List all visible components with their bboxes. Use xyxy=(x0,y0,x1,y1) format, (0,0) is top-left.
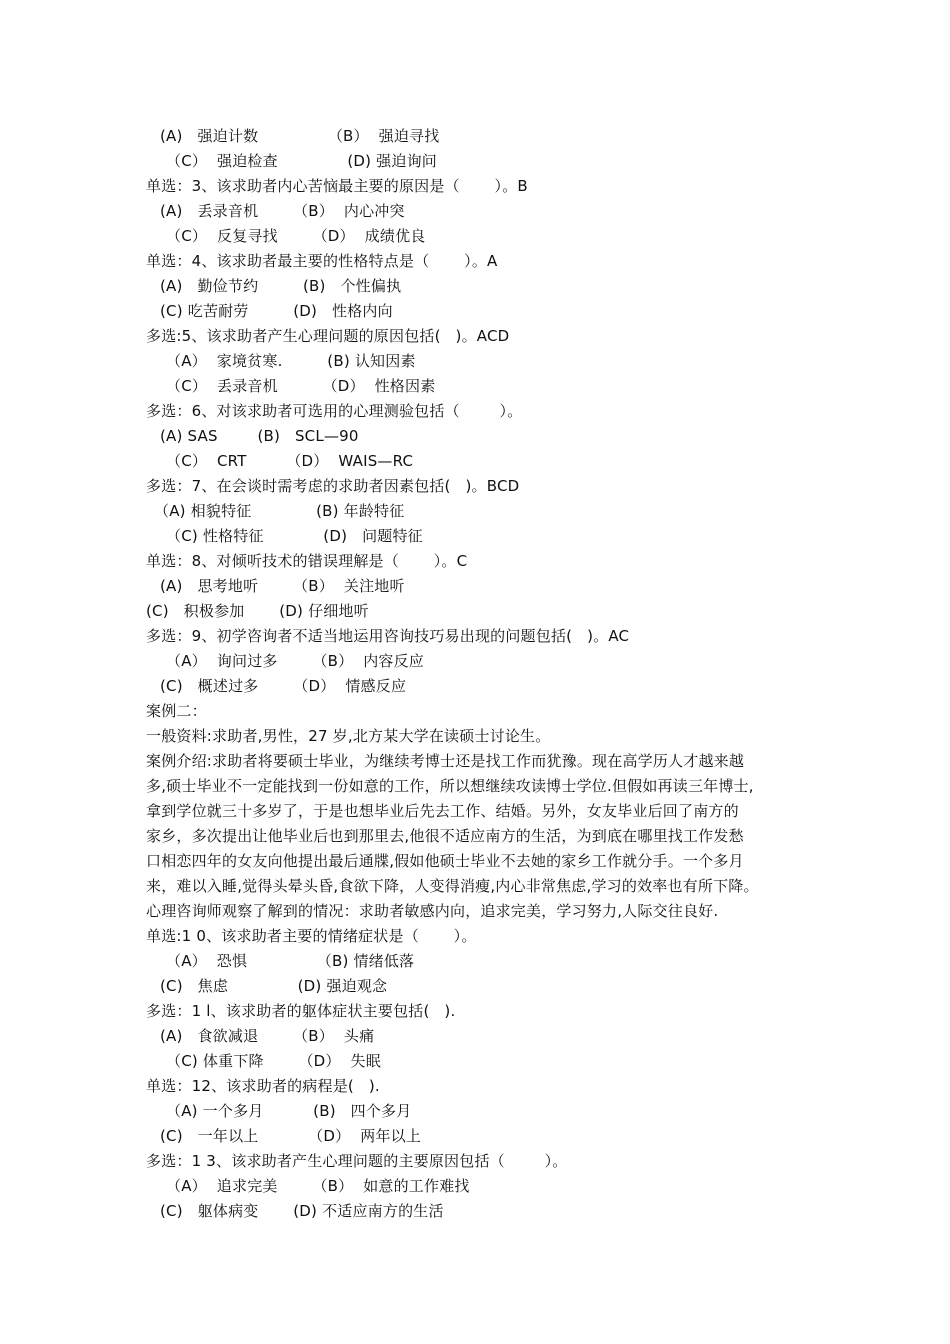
question-line: 多选:5、该求助者产生心理问题的原因包括( )。ACD xyxy=(146,327,510,345)
option-line: （A） 询问过多 （B） 内容反应 xyxy=(166,652,425,670)
option-line: (A) 丢录音机 （B） 内心冲突 xyxy=(160,202,405,220)
option-line: (A) SAS (B) SCL—90 xyxy=(160,427,359,445)
option-line: （A） 追求完美 （B） 如意的工作难找 xyxy=(166,1177,470,1195)
option-line: （C） 强迫检查 (D) 强迫询问 xyxy=(166,152,437,170)
question-line: 多选：9、初学咨询者不适当地运用咨询技巧易出现的问题包括( )。AC xyxy=(146,627,630,645)
option-line: （A） 家境贫寒. (B) 认知因素 xyxy=(166,352,416,370)
question-line: 多选：6、对该求助者可选用的心理测验包括（ ）。 xyxy=(146,402,523,420)
question-line: 多选：7、在会谈时需考虑的求助者因素包括( )。BCD xyxy=(146,477,520,495)
question-line: 单选：3、该求助者内心苦恼最主要的原因是（ ）。B xyxy=(146,177,528,195)
option-line: (A) 食欲减退 （B） 头痛 xyxy=(160,1027,375,1045)
option-line: (C) 焦虑 (D) 强迫观念 xyxy=(160,977,388,995)
case-text-line: 拿到学位就三十多岁了，于是也想毕业后先去工作、结婚。另外，女友毕业后回了南方的 xyxy=(146,802,739,820)
option-line: （A) 一个多月 (B) 四个多月 xyxy=(166,1102,412,1120)
option-line: （C） CRT （D） WAIS—RC xyxy=(166,452,414,470)
option-line: （C） 丢录音机 （D） 性格因素 xyxy=(166,377,436,395)
case-observation-line: 心理咨询师观察了解到的情况：求助者敏感内向，追求完美，学习努力,人际交往良好. xyxy=(146,902,719,920)
case-text-line: 案例介绍:求助者将要硕士毕业，为继续考博士还是找工作而犹豫。现在高学历人才越来越 xyxy=(146,752,745,770)
case-text-line: 来，难以入睡,觉得头晕头昏,食欲下降，人变得消瘦,内心非常焦虑,学习的效率也有所下降。 xyxy=(146,877,759,895)
question-line: 单选:1 0、该求助者主要的情绪症状是（ ）。 xyxy=(146,927,477,945)
option-line: (A) 勤俭节约 (B) 个性偏执 xyxy=(160,277,402,295)
case-info-line: 一般资料:求助者,男性，27 岁,北方某大学在读硕士讨论生。 xyxy=(146,727,551,745)
question-line: 多选：1 3、该求助者产生心理问题的主要原因包括（ ）。 xyxy=(146,1152,568,1170)
option-line: (C) 概述过多 （D） 情感反应 xyxy=(160,677,407,695)
section-heading: 案例二： xyxy=(146,702,207,720)
option-line: （A) 相貌特征 (B) 年龄特征 xyxy=(154,502,405,520)
option-line: (C) 吃苦耐劳 (D) 性格内向 xyxy=(160,302,393,320)
question-line: 单选：12、该求助者的病程是( ). xyxy=(146,1077,380,1095)
option-line: (C) 积极参加 (D) 仔细地听 xyxy=(146,602,369,620)
option-line: （C) 体重下降 （D） 失眠 xyxy=(166,1052,381,1070)
question-line: 单选：8、对倾听技术的错误理解是（ ）。C xyxy=(146,552,468,570)
option-line: （C) 性格特征 (D) 问题特征 xyxy=(166,527,423,545)
option-line: （A） 恐惧 （B) 情绪低落 xyxy=(166,952,415,970)
case-text-line: 多,硕士毕业不一定能找到一份如意的工作，所以想继续攻读博士学位.但假如再读三年博士, xyxy=(146,777,754,795)
option-line: (A) 思考地听 （B） 关注地听 xyxy=(160,577,405,595)
option-line: (A) 强迫计数 （B） 强迫寻找 xyxy=(160,127,440,145)
option-line: （C） 反复寻找 （D） 成绩优良 xyxy=(166,227,426,245)
question-line: 单选：4、该求助者最主要的性格特点是（ ）。A xyxy=(146,252,498,270)
option-line: (C) 一年以上 （D） 两年以上 xyxy=(160,1127,422,1145)
case-text-line: 家乡，多次提出让他毕业后也到那里去,他很不适应南方的生活，为到底在哪里找工作发愁 xyxy=(146,827,744,845)
case-text-line: 口相恋四年的女友向他提出最后通牒,假如他硕士毕业不去她的家乡工作就分手。一个多月 xyxy=(146,852,744,870)
question-line: 多选：1 l、该求助者的躯体症状主要包括( ). xyxy=(146,1002,456,1020)
option-line: (C) 躯体病变 (D) 不适应南方的生活 xyxy=(160,1202,444,1220)
